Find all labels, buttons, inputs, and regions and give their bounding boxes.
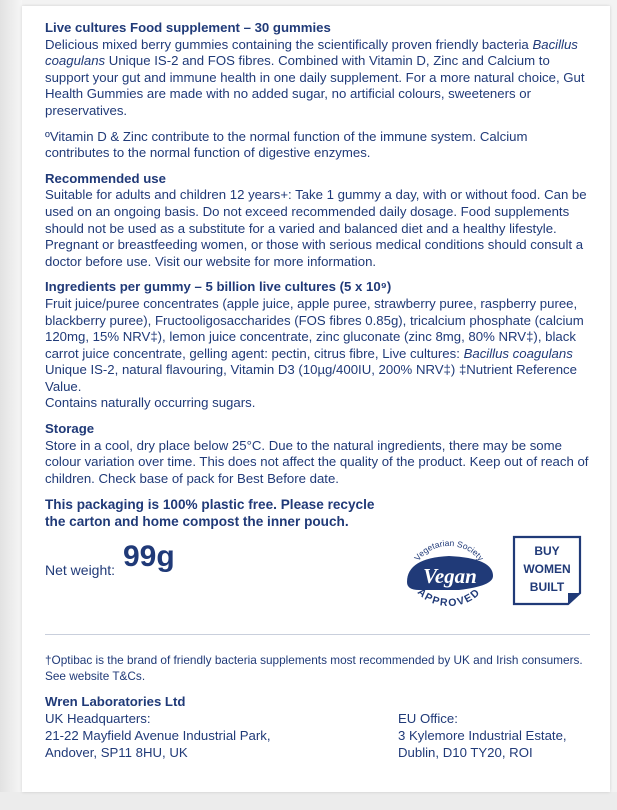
spacer	[45, 270, 590, 279]
description-text-pre: Delicious mixed berry gummies containing the scientifically proven friendly bacteria	[45, 36, 533, 52]
product-description	[45, 37, 590, 120]
spacer	[45, 120, 590, 129]
eu-address-line: EU Office:	[398, 711, 458, 726]
recommended-use-text: Suitable for adults and children 12 years+: Take 1 gummy a day, with or without food. Can be used on an ongoing basis. Do not exceed recommended daily dosage. Food supplements should not be used as a substitute for a varied and balanced diet and a healthy lifestyle. Pregnant or breastfeeding women, or those with serious medical conditions should consult a doctor before use. Visit our website for more information.	[45, 187, 587, 269]
ingredients-species-name: Bacillus coagulans	[463, 345, 573, 361]
uk-address-line: 21-22 Mayfield Avenue Industrial Park,	[45, 728, 271, 743]
bwb-line-1: BUY	[534, 544, 560, 559]
eu-address	[398, 710, 567, 761]
ingredients-text	[45, 296, 590, 396]
spacer	[45, 162, 590, 171]
recommended-use-heading: Recommended use	[45, 170, 166, 186]
carton-edge-left	[0, 0, 22, 810]
uk-address-line: UK Headquarters:	[45, 711, 151, 726]
recycle-line-2: the carton and home compost the inner pouch.	[45, 514, 349, 530]
net-weight-value: 99g	[123, 540, 175, 574]
sugars-note: Contains naturally occurring sugars.	[45, 395, 256, 411]
eu-address-line: 3 Kylemore Industrial Estate,	[398, 728, 567, 743]
product-title: Live cultures Food supplement – 30 gummies	[45, 20, 331, 35]
bwb-line-2: WOMEN	[523, 562, 571, 577]
species-name: Bacillus coagulans	[45, 36, 578, 69]
net-weight-label: Net weight:	[45, 562, 116, 579]
vegan-approved-logo	[397, 536, 501, 606]
health-claims: ºVitamin D & Zinc contribute to the normal function of the immune system. Calcium contributes to the normal function of digestive enzymes.	[45, 128, 528, 161]
spacer	[45, 487, 590, 496]
footnote: †Optibac is the brand of friendly bacteria supplements most recommended by UK and Irish consumers. See website T&Cs.	[45, 653, 583, 683]
eu-address-line: Dublin, D10 TY20, ROI	[398, 745, 533, 760]
buy-women-built-logo	[512, 535, 582, 606]
ingredients-heading: Ingredients per gummy – 5 billion live cultures (5 x 10⁹)	[45, 279, 392, 295]
carton-edge-bottom	[0, 792, 617, 810]
company-name: Wren Laboratories Ltd	[45, 694, 186, 709]
vegan-badge-main-text: Vegan	[423, 564, 477, 589]
bwb-line-3: BUILT	[529, 580, 565, 595]
storage-text: Store in a cool, dry place below 25°C. Due to the natural ingredients, there may be some colour variation over time. This does not affect the quality of the product. Keep out of reach of children. Check base of pack for Best Before date.	[45, 437, 589, 486]
ingredients-text-pre: Fruit juice/puree concentrates (apple juice, apple puree, strawberry puree, raspberry puree, blackberry puree), Fructooligosaccharides (FOS fibres 0.85g), tricalcium phosphate (calcium 120mg, 15% NRV‡), lemon juice concentrate, zinc gluconate (zinc 8mg, 80% NRV‡), black carrot juice concentrate, gelling agent: pectin, citrus fibre, Live cultures:	[45, 295, 584, 361]
net-weight-row	[45, 536, 590, 608]
storage-heading: Storage	[45, 421, 95, 437]
spacer	[45, 412, 590, 421]
uk-address-line: Andover, SP11 8HU, UK	[45, 745, 188, 760]
label-content	[45, 20, 590, 608]
section-divider	[45, 634, 590, 635]
description-text-post: Unique IS-2 and FOS fibres. Combined with Vitamin D, Zinc and Calcium to support your gut and immune health in one daily supplement. For a more natural choice, Gut Health Gummies are made with no added sugar, no artificial colours, sweeteners or preservatives.	[45, 53, 585, 118]
vegan-badge-top-text: Vegetarian Society	[412, 538, 486, 564]
uk-address	[45, 710, 271, 761]
recycle-line-1: This packaging is 100% plastic free. Please recycle	[45, 497, 375, 513]
vegan-badge-bottom-text: APPROVED	[415, 586, 483, 607]
ingredients-text-post: Unique IS-2, natural flavouring, Vitamin D3 (10µg/400IU, 200% NRV‡) ‡Nutrient Reference Value.	[45, 362, 577, 394]
